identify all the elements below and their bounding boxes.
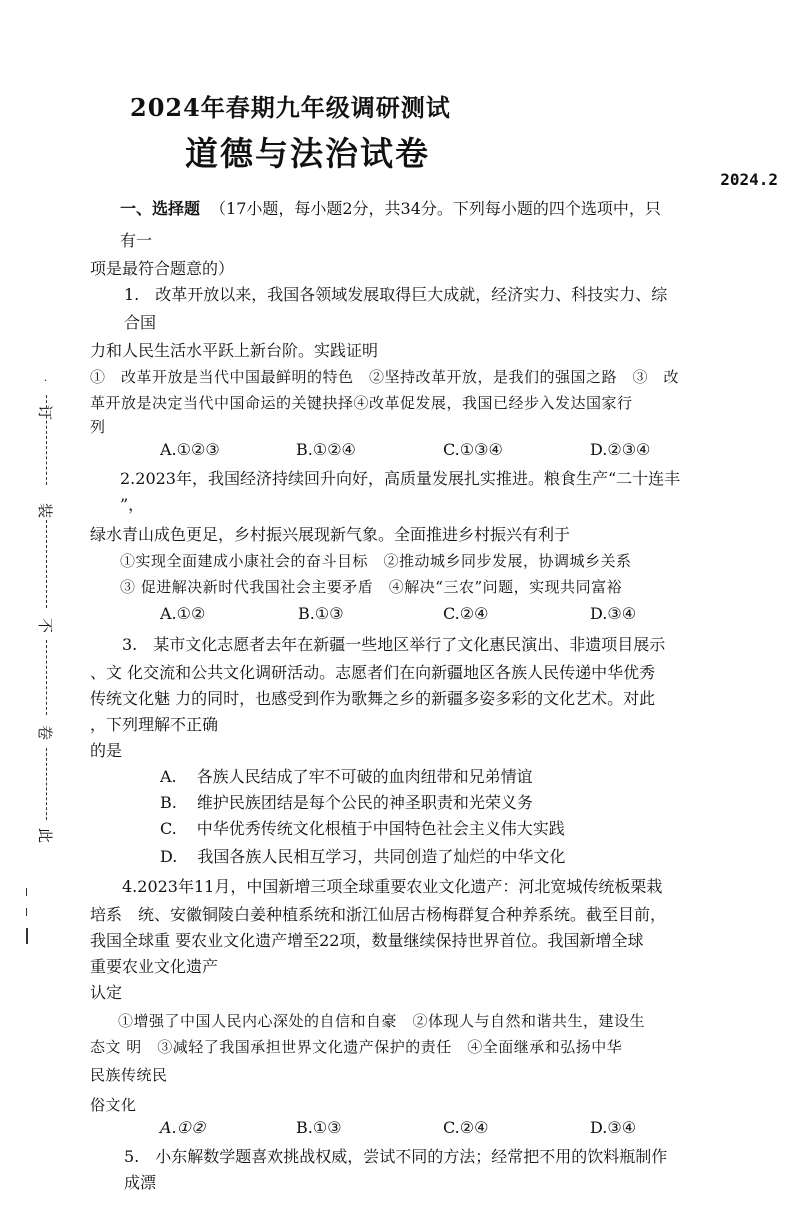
q2-option-a[interactable]: A.①② [160,604,206,623]
q4-stem-line2: 培系 统、安徽铜陵白姜种植系统和浙江仙居古杨梅群复合种养系统。截至目前， [90,905,667,924]
q1-option-c[interactable]: C.①③④ [443,440,503,459]
q4-stem-line4: 重要农业文化遗产 [90,957,219,976]
q1-option-b[interactable]: B.①②④ [296,440,356,459]
binding-char-ding: 订 [36,404,55,421]
section-instruction-a: （17小题，每小题2分，共34分。下列每小题的四个选项中，只 [210,199,661,218]
exam-title-year: 2024年春期九年级调研测试 [130,93,451,122]
q4-stem-line5: 认定 [90,983,123,1002]
q3-stem-line5: 的是 [90,741,123,760]
q2-option-c[interactable]: C.②④ [443,604,489,623]
q4-option-b[interactable]: B.①③ [296,1118,342,1137]
exam-date: 2024.2 [720,170,778,189]
binding-tick-3 [26,928,28,944]
q3-option-b[interactable] [160,792,533,814]
exam-title-subject: 道德与法治试卷 [185,134,430,173]
section-instruction-b: 有一 [120,231,153,250]
q4-stem-line1: 4.2023年11月，中国新增三项全球重要农业文化遗产：河北宽城传统板栗栽 [122,877,663,896]
q4-statements-line4: 俗文化 [90,1096,137,1114]
q3-option-b-key: B. [160,793,177,812]
q2-option-d[interactable]: D.③④ [590,604,637,623]
binding-char-ci: 此 [36,827,55,844]
q4-option-d[interactable]: D.③④ [590,1118,637,1137]
q3-stem-line4: ，下列理解不正确 [90,715,219,734]
q2-option-b[interactable]: B.①③ [298,604,344,623]
q4-statements-line1: ①增强了中国人民内心深处的自信和自豪 ②体现人与自然和谐共生，建设生 [118,1012,646,1030]
q4-option-c[interactable]: C.②④ [443,1118,489,1137]
q1-option-a[interactable]: A.①②③ [160,440,220,459]
section-instruction-c: 项是最符合题意的） [90,259,235,278]
section-heading: 一、选择题 [120,199,201,218]
binding-dot: · [44,376,48,387]
q4-option-a[interactable]: A.①② [160,1118,206,1137]
q3-stem-line1: 3. 某市文化志愿者去年在新疆一些地区举行了文化惠民演出、非遗项目展示 [122,635,666,654]
binding-char-bu: 不 [36,617,55,634]
q3-stem-line2: 、文 化交流和公共文化调研活动。志愿者们在向新疆地区各族人民传递中华优秀 [90,663,656,682]
q1-stem-line1: 1. 改革开放以来，我国各领域发展取得巨大成就，经济实力、科技实力、综 [124,285,668,304]
q3-option-c-key: C. [160,819,177,838]
binding-dash-2 [46,520,47,608]
q2-stem-line1: 2.2023年，我国经济持续回升向好，高质量发展扎实推进。粮食生产“二十连丰 [120,469,681,488]
q2-statements-line2: ③ 促进解决新时代我国社会主要矛盾 ④解决“三农”问题，实现共同富裕 [120,578,623,596]
binding-dash-3 [46,640,47,715]
q3-option-a-key: A. [160,767,177,786]
q3-option-d-text: 我国各族人民相互学习，共同创造了灿烂的中华文化 [197,847,566,866]
section-instruction [120,198,661,220]
q2-statements-line1: ①实现全面建成小康社会的奋斗目标 ②推动城乡同步发展，协调城乡关系 [120,552,632,570]
q1-statements-line2: 革开放是决定当代中国命运的关键抉择④改革促发展，我国已经步入发达国家行 [90,394,633,412]
binding-tick-1 [26,888,27,896]
q3-option-c-text: 中华优秀传统文化根植于中国特色社会主义伟大实践 [196,819,565,838]
q3-option-a[interactable] [160,766,533,788]
binding-char-juan: 卷 [36,724,55,741]
q1-option-d[interactable]: D.②③④ [590,440,651,459]
q2-stem-line2: ”， [120,495,145,514]
q3-option-c[interactable] [160,818,565,840]
q4-stem-line3: 我国全球重 要农业文化遗产增至22项，数量继续保持世界首位。我国新增全球 [90,931,644,950]
q5-stem-line1: 5. 小东解数学题喜欢挑战权威，尝试不同的方法；经常把不用的饮料瓶制作 [124,1147,668,1166]
q3-option-a-text: 各族人民结成了牢不可破的血肉纽带和兄弟情谊 [196,767,533,786]
q3-stem-line3: 传统文化魅 力的同时，也感受到作为歌舞之乡的新疆多姿多彩的文化艺术。对此 [90,689,656,708]
binding-tick-2 [26,908,27,916]
q1-statements-line1: ① 改革开放是当代中国最鲜明的特色 ②坚持改革开放，是我们的强国之路 ③ 改 [90,368,680,386]
q3-option-d-key: D. [160,847,178,866]
q1-stem-line2: 合国 [124,313,157,332]
binding-char-zhuang: 装 [36,502,55,519]
q2-stem-line3: 绿水青山成色更足，乡村振兴展现新气象。全面推进乡村振兴有利于 [90,525,571,544]
q5-stem-line2: 成漂 [124,1173,157,1192]
q4-statements-line3: 民族传统民 [90,1066,168,1084]
q3-option-d[interactable] [160,846,565,868]
binding-dash-4 [46,748,47,820]
q4-statements-line2: 态文 明 ③减轻了我国承担世界文化遗产保护的责任 ④全面继承和弘扬中华 [90,1038,623,1056]
q3-option-b-text: 维护民族团结是每个公民的神圣职责和光荣义务 [196,793,533,812]
q1-statements-line3: 列 [90,418,106,436]
q1-stem-line3: 力和人民生活水平跃上新台阶。实践证明 [90,341,379,360]
